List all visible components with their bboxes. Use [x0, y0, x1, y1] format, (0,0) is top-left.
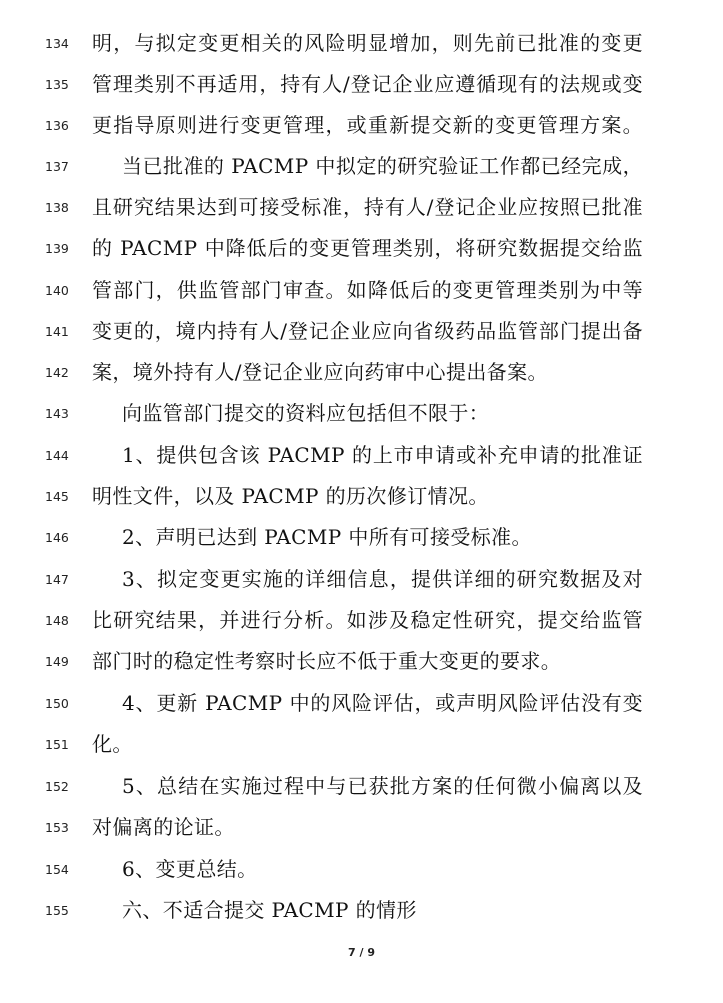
line-text: 的 PACMP 中降低后的变更管理类别，将研究数据提交给监: [92, 236, 643, 260]
text-line-143: [0, 400, 723, 441]
line-text: 5、总结在实施过程中与已获批方案的任何微小偏离以及: [122, 774, 643, 798]
line-text: 对偏离的论证。: [92, 815, 235, 839]
text-line-134: [0, 30, 723, 71]
line-text: 明性文件，以及 PACMP 的历次修订情况。: [92, 484, 489, 508]
line-number: 147: [45, 572, 69, 587]
line-number: 154: [45, 862, 69, 877]
text-line-138: [0, 194, 723, 235]
text-line-152: [0, 773, 723, 814]
line-text: 向监管部门提交的资料应包括但不限于：: [122, 401, 490, 425]
line-text: 当已批准的 PACMP 中拟定的研究验证工作都已经完成，: [122, 154, 643, 178]
line-text: 比研究结果，并进行分析。如涉及稳定性研究，提交给监管: [92, 608, 643, 632]
line-text: 管部门，供监管部门审查。如降低后的变更管理类别为中等: [92, 278, 643, 302]
line-text: 且研究结果达到可接受标准，持有人/登记企业应按照已批准: [92, 195, 643, 219]
text-line-136: [0, 112, 723, 153]
line-number: 137: [45, 159, 69, 174]
line-text: 2、声明已达到 PACMP 中所有可接受标准。: [122, 525, 532, 549]
text-line-144: [0, 442, 723, 483]
text-line-137: [0, 153, 723, 194]
text-line-149: [0, 648, 723, 689]
line-text: 更指导原则进行变更管理，或重新提交新的变更管理方案。: [92, 113, 643, 137]
line-number: 139: [45, 241, 69, 256]
line-number: 152: [45, 779, 69, 794]
line-text: 六、不适合提交 PACMP 的情形: [122, 898, 417, 922]
line-text: 1、提供包含该 PACMP 的上市申请或补充申请的批准证: [122, 443, 643, 467]
text-line-151: [0, 731, 723, 772]
text-line-139: [0, 235, 723, 276]
line-number: 150: [45, 696, 69, 711]
line-number: 140: [45, 283, 69, 298]
line-number: 141: [45, 324, 69, 339]
line-text: 明，与拟定变更相关的风险明显增加，则先前已批准的变更: [92, 31, 643, 55]
line-text: 部门时的稳定性考察时长应不低于重大变更的要求。: [92, 649, 562, 673]
text-line-155: [0, 897, 723, 938]
text-line-145: [0, 483, 723, 524]
page-number: 7 / 9: [348, 946, 375, 959]
line-text: 6、变更总结。: [122, 857, 258, 881]
line-text: 案，境外持有人/登记企业应向药审中心提出备案。: [92, 360, 548, 384]
line-text: 3、拟定变更实施的详细信息，提供详细的研究数据及对: [122, 567, 643, 591]
text-line-142: [0, 359, 723, 400]
line-number: 138: [45, 200, 69, 215]
line-number: 143: [45, 406, 69, 421]
text-line-150: [0, 690, 723, 731]
line-number: 149: [45, 654, 69, 669]
line-number: 142: [45, 365, 69, 380]
line-text: 4、更新 PACMP 中的风险评估，或声明风险评估没有变: [122, 691, 643, 715]
text-line-153: [0, 814, 723, 855]
line-number: 155: [45, 903, 69, 918]
text-line-147: [0, 566, 723, 607]
line-number: 151: [45, 737, 69, 752]
text-line-154: [0, 856, 723, 897]
line-number: 148: [45, 613, 69, 628]
text-line-140: [0, 277, 723, 318]
text-line-135: [0, 71, 723, 112]
line-number: 135: [45, 77, 69, 92]
line-text: 化。: [92, 732, 133, 756]
line-text: 变更的，境内持有人/登记企业应向省级药品监管部门提出备: [92, 319, 643, 343]
line-number: 144: [45, 448, 69, 463]
line-number: 145: [45, 489, 69, 504]
line-number: 136: [45, 118, 69, 133]
line-number: 153: [45, 820, 69, 835]
text-line-146: [0, 524, 723, 565]
line-number: 134: [45, 36, 69, 51]
line-number: 146: [45, 530, 69, 545]
line-text: 管理类别不再适用，持有人/登记企业应遵循现有的法规或变: [92, 72, 643, 96]
text-line-141: [0, 318, 723, 359]
text-line-148: [0, 607, 723, 648]
